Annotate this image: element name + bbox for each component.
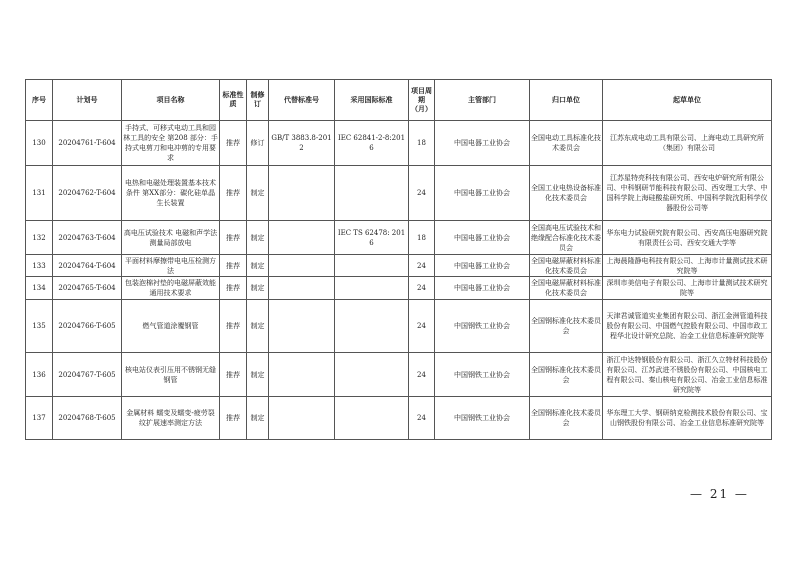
header-period: 项目周期（月） xyxy=(409,80,435,121)
cell-project-name: 燃气管道涂覆钢管 xyxy=(122,300,220,353)
cell-tc: 全国钢标准化技术委员会 xyxy=(530,300,603,353)
page-number: — 21 — xyxy=(690,487,749,501)
cell-tc: 全国高电压试验技术和绝缘配合标准化技术委员会 xyxy=(530,221,603,255)
table-row xyxy=(26,277,772,300)
cell-plan-no: 20204762-T-604 xyxy=(53,166,122,221)
cell-nature: 推荐 xyxy=(220,397,247,440)
cell-nature: 推荐 xyxy=(220,277,247,300)
cell-plan-no: 20204764-T-604 xyxy=(53,255,122,277)
cell-plan-no: 20204763-T-604 xyxy=(53,221,122,255)
cell-revise: 制定 xyxy=(247,255,269,277)
cell-replace-std: GB/T 3883.8-2012 xyxy=(269,121,335,166)
cell-authority: 中国电器工业协会 xyxy=(435,166,530,221)
table-row xyxy=(26,353,772,397)
cell-plan-no: 20204768-T-605 xyxy=(53,397,122,440)
cell-intl-std xyxy=(335,277,409,300)
cell-authority: 中国钢铁工业协会 xyxy=(435,397,530,440)
cell-tc: 全国工业电热设备标准化技术委员会 xyxy=(530,166,603,221)
cell-nature: 推荐 xyxy=(220,300,247,353)
header-plan-no: 计划号 xyxy=(53,80,122,121)
cell-seq: 135 xyxy=(26,300,53,353)
cell-drafter: 华东理工大学、钢研纳克检测技术股份有限公司、宝山钢铁股份有限公司、冶金工业信息标准研究院等 xyxy=(603,397,772,440)
cell-nature: 推荐 xyxy=(220,121,247,166)
cell-drafter: 华东电力试验研究院有限公司、西安高压电器研究院有限责任公司、西安交通大学等 xyxy=(603,221,772,255)
cell-tc: 全国电磁屏蔽材料标准化技术委员会 xyxy=(530,277,603,300)
cell-intl-std: IEC TS 62478: 2016 xyxy=(335,221,409,255)
header-tc: 归口单位 xyxy=(530,80,603,121)
cell-tc: 全国钢标准化技术委员会 xyxy=(530,397,603,440)
table-row xyxy=(26,397,772,440)
cell-tc: 全国钢标准化技术委员会 xyxy=(530,353,603,397)
cell-revise: 修订 xyxy=(247,121,269,166)
cell-project-name: 核电站仪表引压用不锈钢无缝钢管 xyxy=(122,353,220,397)
cell-revise: 制定 xyxy=(247,221,269,255)
cell-intl-std xyxy=(335,255,409,277)
cell-authority: 中国电器工业协会 xyxy=(435,255,530,277)
cell-tc: 全国电磁屏蔽材料标准化技术委员会 xyxy=(531,256,601,275)
cell-replace-std xyxy=(269,300,335,353)
header-std-nature: 标准性质 xyxy=(220,80,247,121)
cell-plan-no: 20204765-T-604 xyxy=(53,277,122,300)
table-header-row xyxy=(26,80,772,121)
cell-period: 18 xyxy=(409,121,435,166)
cell-seq: 134 xyxy=(26,277,53,300)
cell-intl-std: IEC 62841-2-8:2016 xyxy=(335,121,409,166)
cell-nature: 推荐 xyxy=(220,166,247,221)
header-intl-std: 采用国际标准 xyxy=(335,80,409,121)
cell-nature: 推荐 xyxy=(220,221,247,255)
cell-seq: 133 xyxy=(26,255,53,277)
cell-revise: 制定 xyxy=(247,353,269,397)
cell-period: 24 xyxy=(409,166,435,221)
cell-project-name: 包装泡棉衬垫的电磁屏蔽效能通用技术要求 xyxy=(122,277,220,300)
cell-revise: 制定 xyxy=(247,277,269,300)
table-row xyxy=(26,166,772,221)
header-replace-std: 代替标准号 xyxy=(269,80,335,121)
cell-replace-std xyxy=(269,255,335,277)
cell-seq: 137 xyxy=(26,397,53,440)
cell-project-name: 电热和电磁处理装置基本技术条件 第XX部分：碳化硅单晶生长装置 xyxy=(122,166,220,221)
cell-replace-std xyxy=(269,277,335,300)
cell-project-name: 金属材料 蠕变及蠕变-疲劳裂纹扩展速率测定方法 xyxy=(122,397,220,440)
cell-authority: 中国电器工业协会 xyxy=(435,121,530,166)
cell-replace-std xyxy=(269,353,335,397)
cell-seq: 131 xyxy=(26,166,53,221)
cell-intl-std xyxy=(335,353,409,397)
cell-period: 24 xyxy=(409,277,435,300)
cell-replace-std xyxy=(269,166,335,221)
cell-tc: 全国电动工具标准化技术委员会 xyxy=(530,121,603,166)
cell-period: 18 xyxy=(409,221,435,255)
cell-drafter: 江苏东成电动工具有限公司、上海电动工具研究所（集团）有限公司 xyxy=(603,121,772,166)
table-row xyxy=(26,255,772,277)
cell-plan-no: 20204761-T-604 xyxy=(53,121,122,166)
cell-seq: 130 xyxy=(26,121,53,166)
cell-plan-no: 20204766-T-605 xyxy=(53,300,122,353)
cell-authority: 中国钢铁工业协会 xyxy=(435,300,530,353)
header-authority: 主管部门 xyxy=(435,80,530,121)
table-row xyxy=(26,121,772,166)
cell-intl-std xyxy=(335,397,409,440)
cell-intl-std xyxy=(335,166,409,221)
cell-revise: 制定 xyxy=(247,397,269,440)
cell-drafter: 江苏星特亮科技有限公司、西安电炉研究所有限公司、中科钢研节能科技有限公司、西安理工大学、中国科学院上海硅酸盐研究所、中国科学院沈阳科学仪器股份公司等 xyxy=(603,166,772,221)
cell-drafter: 上海晨隆静电科技有限公司、上海市计量测试技术研究院等 xyxy=(603,255,772,277)
cell-authority: 中国钢铁工业协会 xyxy=(435,353,530,397)
cell-replace-std xyxy=(269,397,335,440)
cell-plan-no: 20204767-T-605 xyxy=(53,353,122,397)
cell-seq: 136 xyxy=(26,353,53,397)
table-row xyxy=(26,221,772,255)
cell-project-name: 手持式、可移式电动工具和园林工具的安全 第208 部分：手持式电剪刀和电冲剪的专用要求 xyxy=(122,121,220,166)
table-row xyxy=(26,300,772,353)
standards-plan-table xyxy=(25,79,772,440)
cell-project-name: 平面材料摩擦带电电压检测方法 xyxy=(122,255,220,277)
cell-drafter: 浙江中达特钢股份有限公司、浙江久立特材科技股份有限公司、江苏武进不锈股份有限公司、中国核电工程有限公司、秦山核电有限公司、冶金工业信息标准研究院等 xyxy=(603,353,772,397)
cell-replace-std xyxy=(269,221,335,255)
cell-intl-std xyxy=(335,300,409,353)
header-project-name: 项目名称 xyxy=(122,80,220,121)
cell-authority: 中国电器工业协会 xyxy=(435,221,530,255)
cell-revise: 制定 xyxy=(247,166,269,221)
cell-period: 24 xyxy=(409,353,435,397)
cell-nature: 推荐 xyxy=(220,353,247,397)
cell-project-name: 高电压试验技术 电磁和声学法测量局部放电 xyxy=(122,221,220,255)
cell-drafter: 天津君诚管道实业集团有限公司、浙江金洲管道科技股份有限公司、中国燃气控股有限公司、中国市政工程华北设计研究总院、冶金工业信息标准研究院等 xyxy=(603,300,772,353)
cell-period: 24 xyxy=(409,397,435,440)
header-revise: 制修订 xyxy=(247,80,269,121)
cell-revise: 制定 xyxy=(247,300,269,353)
header-drafter: 起草单位 xyxy=(603,80,772,121)
cell-period: 24 xyxy=(409,300,435,353)
header-seq: 序号 xyxy=(26,80,53,121)
cell-authority: 中国电器工业协会 xyxy=(435,277,530,300)
cell-seq: 132 xyxy=(26,221,53,255)
cell-period: 24 xyxy=(409,255,435,277)
cell-drafter: 深圳市美信电子有限公司、上海市计量测试技术研究院等 xyxy=(603,277,772,300)
cell-nature: 推荐 xyxy=(220,255,247,277)
